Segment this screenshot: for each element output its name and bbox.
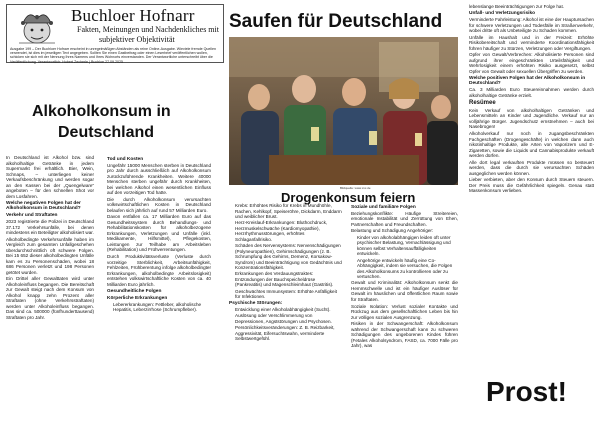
paragraph: Kein Verkauf von alkoholhaltigen Getränken und Lebensmitteln an Kinder und Jugendliche. Verkauf nur an volljährige Bürger. Jugendschutz ernstnehmen – auch bei Nasebrogen! bbox=[469, 107, 594, 130]
list-item: • Lebererkrankungen: Fettleber, alkoholische Hepatitis, Leberzirrhose (Schrumpfleber). bbox=[113, 302, 211, 313]
headline-drogenkonsum: Drogenkonsum feiern bbox=[281, 190, 416, 205]
article-column-1 bbox=[6, 155, 94, 380]
paragraph: lebenslange Beeinträchtigungen zur Folge hat. bbox=[469, 4, 565, 9]
list-item: • Persönlichkeitsveränderungen: Z. B. Reizbarkeit, Aggressivität, Eifersuchtswahn, verminderte Selbstwertgefühl. bbox=[235, 325, 342, 342]
jester-logo-icon bbox=[9, 7, 65, 47]
paragraph: Opfer von Gewalt/Verbrechen: Alkoholisierte Personen sind aufgrund ihrer eingeschränkten Urteilsfähigkeit und Wehrlosigkeit einem erhöhten Risiko ausgesetzt, selbst Opfer von Gewalt oder sexuellen Übergriffen zu werden. bbox=[469, 52, 594, 74]
paragraph: 2023 registrierte die Polizei in Deutschland 37.172 Verkehrsunfälle, bei denen mindestens ein Beteiligter alkoholisiert war. bbox=[6, 219, 94, 235]
subheading: Welche negativen Folgen hat der Alkoholkonsum in Deutschland? bbox=[6, 200, 81, 211]
paragraph: Alle dort legal verkauften Produkte müssen so besteuert werden, dass die durch sie verursachten Schäden ausgeglichen werden können. bbox=[469, 159, 594, 176]
paragraph: Beziehungskonflikte: Häufige Streitereien, emotionale Instabilität und Zerrüttung von Ehen, Partnerschaften und Freundschaften. bbox=[351, 210, 458, 227]
list-item: • Geschwächtes Immunsystem: Erhöhte Anfälligkeit für Infektionen. bbox=[235, 289, 342, 300]
masthead-title: Buchloer Hofnarr bbox=[71, 6, 195, 25]
list-item: • Herz-Kreislauf-Erkrankungen: Bluthochdruck, Herzmuskelschwäche (Kardiomyopathie), Herzrhythmusstörungen, erhöhtes Schlaganfallrisiko. bbox=[235, 220, 342, 242]
subheading: Psychische Störungen: bbox=[229, 301, 283, 307]
paragraph: Davon entfallen ca. 17 Milliarden Euro auf das Gesundheitssystem durch Behandlungs- und Rehabilitationskosten für alkoholbezogene Erkrankungen, Verletzungen und Unfälle (inkl. Medikamente, Hilfsmittel), Pflegekosten, Leistungen zur Teilhabe am Arbeitsleben (Rehabilitation) und Frühverrentungen. bbox=[107, 214, 211, 253]
list-item: • Auslösung oder Verschlimmerung von Depressionen, Angststörungen und Psychosen. bbox=[235, 313, 342, 324]
list-item: • Angehörige entwickeln häufig eine Co-Abhängigkeit, indem sie versuchen, die Folgen des Alkoholkonsums zu kontrollieren oder zu vertuschen. bbox=[357, 258, 458, 280]
paragraph: Alkoholverkauf nur noch in zugangsbeschränkten Fachgeschäften (Drogengeschäfte) in welchen dann auch nikotinhaltige Produkte, alle Arten von Vaporizern und E-Zigaretten, sowie die Liquids und Cannabisprodukte verkauft werden dürfen. bbox=[469, 131, 594, 159]
event-photo bbox=[229, 37, 458, 185]
list-item: • Kinder von alkoholabhängigen leiden oft unter psychischer Belastung, Vernachlässigung und können selbst Verhaltensauffälligkeiten entwickeln. bbox=[357, 235, 458, 257]
article-column-3 bbox=[229, 203, 342, 413]
subheading: Tod und Kosten bbox=[107, 156, 144, 162]
headline-prost: Prost! bbox=[486, 376, 567, 407]
paragraph: Alkoholbedingte Verkehrsunfälle haben im Vergleich zum gesamten Unfallgeschehen überdurchschnittlich oft schwere Folgen. Bei 15 652 dieser alkoholbedingten Unfälle kam es zu Personenschäden, wobei 18 686 Personen verletzt und 198 Personen getötet wurden. bbox=[6, 236, 94, 275]
paragraph: Verminderte Fahrleistung: Alkohol ist eine der Hauptursachen für schwere Verletzungen und Todesfälle im Straßenverkehr, wobei dritte oft als Unbeteiligte zu Schaden kommen. bbox=[469, 17, 594, 33]
subheading: Verkehr und Straftaten bbox=[6, 213, 58, 218]
paragraph: Risiken in der Schwangerschaft: Alkoholkonsum während der Schwangerschaft kann zu schweren Schädigungen des ungeborenen Kindes führen (Fetales Alkoholsyndrom, FASD, ca. 7000 Fälle pro Jahr), was bbox=[351, 321, 458, 349]
paragraph: Ungefähr 15000 Menschen sterben in Deutschland pro Jahr durch ausschließlich auf Alkoholkonsum zurückzuführende Krankheiten. Weitere 40000 Menschen sterben ungefähr durch Krankheiten, bei welchen Alkohol einen wesentlichen Einfluss auf den vorzeitigen Tod hatte. bbox=[107, 162, 211, 195]
subheading: Körperliche Erkrankungen bbox=[107, 295, 168, 301]
paragraph: Die durch Alkoholkonsum verursachten volkswirtschaftlichen Kosten in Deutschland belaufen sich jährlich auf rund 57 Milliarden Euro. bbox=[107, 196, 211, 213]
paragraph: Ein Drittel aller Gewalttaten wird unter Alkoholeinfluss begangen. Die Bereitschaft zur Gewalt steigt nach dem Konsum von Alkohol knapp zehn Prozent aller Straftaten (ohne Verkehrsstraftaten) werden unter Alkoholeinfluss begangen. Das sind ca. 500000 (fünfhunderttausend) Straftaten pro Jahr. bbox=[6, 276, 94, 320]
headline-alkoholkonsum-line2: Deutschland bbox=[58, 124, 155, 141]
paragraph: Ca. 3 Milliarden Euro Steuereinnahmen werden durch alkoholhaltige Getränke erzielt. bbox=[469, 87, 594, 98]
subheading: Welche positiven Folgen hat der Alkoholkonsum in Deutschland? bbox=[469, 75, 586, 87]
subheading: Gesundheitliche Folgen bbox=[107, 288, 162, 294]
headline-alkoholkonsum-line1: Alkoholkonsum in bbox=[32, 103, 171, 120]
bullet-list bbox=[107, 302, 211, 313]
paragraph: Belastung und Schädigung Angehöriger: bbox=[351, 228, 434, 234]
paragraph: Gewalt und Kriminalität: Alkoholkonsum senkt die Hemmschwelle und ist ein häufiger Auslöser für Gewalt im häuslichen und öffentlichen Raum sowie für Straftaten. bbox=[351, 280, 458, 302]
subheading: Unfall- und Verletzungsrisiko bbox=[469, 11, 536, 16]
headline-saufen: Saufen für Deutschland bbox=[229, 11, 443, 32]
article-column-2 bbox=[107, 155, 211, 380]
masthead-info: Ausgabe 199 – Der Buchloer Hofnarr erscheint in unregelmäßigen Abständen als reine Online-Ausgabe. Wieviele fremde Quellen verwendet, ist dies im jeweiligen Text angegeben. Sollten Sie einen Gastbeitrag oder einen Leserbrief veröffentlichen wollen, schicken sie sich mit der Nennung Ihres Namens und Ihres Wohnorts einverstanden. Der Verantwortliche unterschreibt über die Veröffentlichung. Verantwortlich: Hubert Zecherle | Buchloe 27.09.2025 bbox=[10, 47, 216, 64]
bullet-list bbox=[229, 307, 342, 342]
article-column-4 bbox=[351, 203, 458, 413]
headline-resuemee: Resümee bbox=[469, 100, 496, 107]
article-column-5 bbox=[469, 4, 594, 370]
bullet-list bbox=[351, 235, 458, 280]
subheading: Soziale und familiäre Folgen bbox=[351, 204, 416, 210]
paragraph: Unfälle im Haushalt und in der Freizeit: Erhöhte Risikobereitschaft und verminderte Koordinationsfähigkeit führen häufiger zu Stürzen, Verletzungen oder Vergiftungen. bbox=[469, 34, 594, 51]
paragraph: Soziale Isolation: Verlust sozialer Kontakte und Rückzug aus dem gesellschaftlichen Leben bis hin zur völligen sozialen Ausgrenzung. bbox=[351, 303, 458, 320]
masthead bbox=[6, 4, 224, 63]
event-photo-image bbox=[229, 37, 458, 185]
paragraph: In Deutschland ist Alkohol bzw. sind alkoholhaltige Getränke in jedem Supermarkt frei erhältlich. Bier, Wein, Schnaps, – unterliegen keiner Verkaufsbeschränkung und werden sogar an den Kassen bei der „Quengelware“ angeboten – für den schnellen Shot vor dem Losfahren. bbox=[6, 155, 94, 199]
photo-caption: Bildquelle: www.xxx.de bbox=[340, 186, 371, 190]
paragraph: Lieber verbieten, aber den Konsum durch Steuern steuern. Der Preis muss die Gefährlichkeit spiegeln. Genau statt Massenkonsum verlieben. bbox=[469, 177, 594, 194]
list-item: • Schäden des Nervensystems: Nervenschädigungen (Polyneuropathien), Gehirnschädigungen (z. B. Schrumpfung des Gehirns, Demenz, Korsakow-Syndrom) und Beeinträchtigung von Gedächtnis und Konzentrationsfähigkeit. bbox=[235, 243, 342, 271]
list-item: • Krebs: Erhöhtes Risiko für Krebs in Mundhöhle, Rachen, Kehlkopf, Speiseröhre, Dickdarm, Enddarm und weiblicher Brust. bbox=[235, 203, 342, 220]
bullet-list bbox=[229, 203, 342, 300]
masthead-subtitle-line1: Fakten, Meinungen und Nachdenkliches mit bbox=[77, 25, 219, 34]
masthead-subtitle-line2: subjektiver Objektivität bbox=[99, 35, 175, 44]
paragraph: Durch Produktivitätsverluste (Verluste durch vorzeitige Sterblichkeit, Arbeitsunfähigkeit, Fehlzeiten, Frühberentung infolge alkoholbedingter Erkrankungen, alkoholbedingte Arbeitslosigkeit) entstehen volkswirtschaftliche Kosten von ca. 40 Milliarden Euro jährlich. bbox=[107, 254, 211, 287]
list-item: • Entwicklung einer Alkoholabhängigkeit (Sucht). bbox=[235, 307, 342, 313]
list-item: • Erkrankungen des Verdauungstraktes: Entzündungen der Bauchspeicheldrüse (Pankreatitis) und Magenschleimhaut (Gastritis). bbox=[235, 271, 342, 288]
